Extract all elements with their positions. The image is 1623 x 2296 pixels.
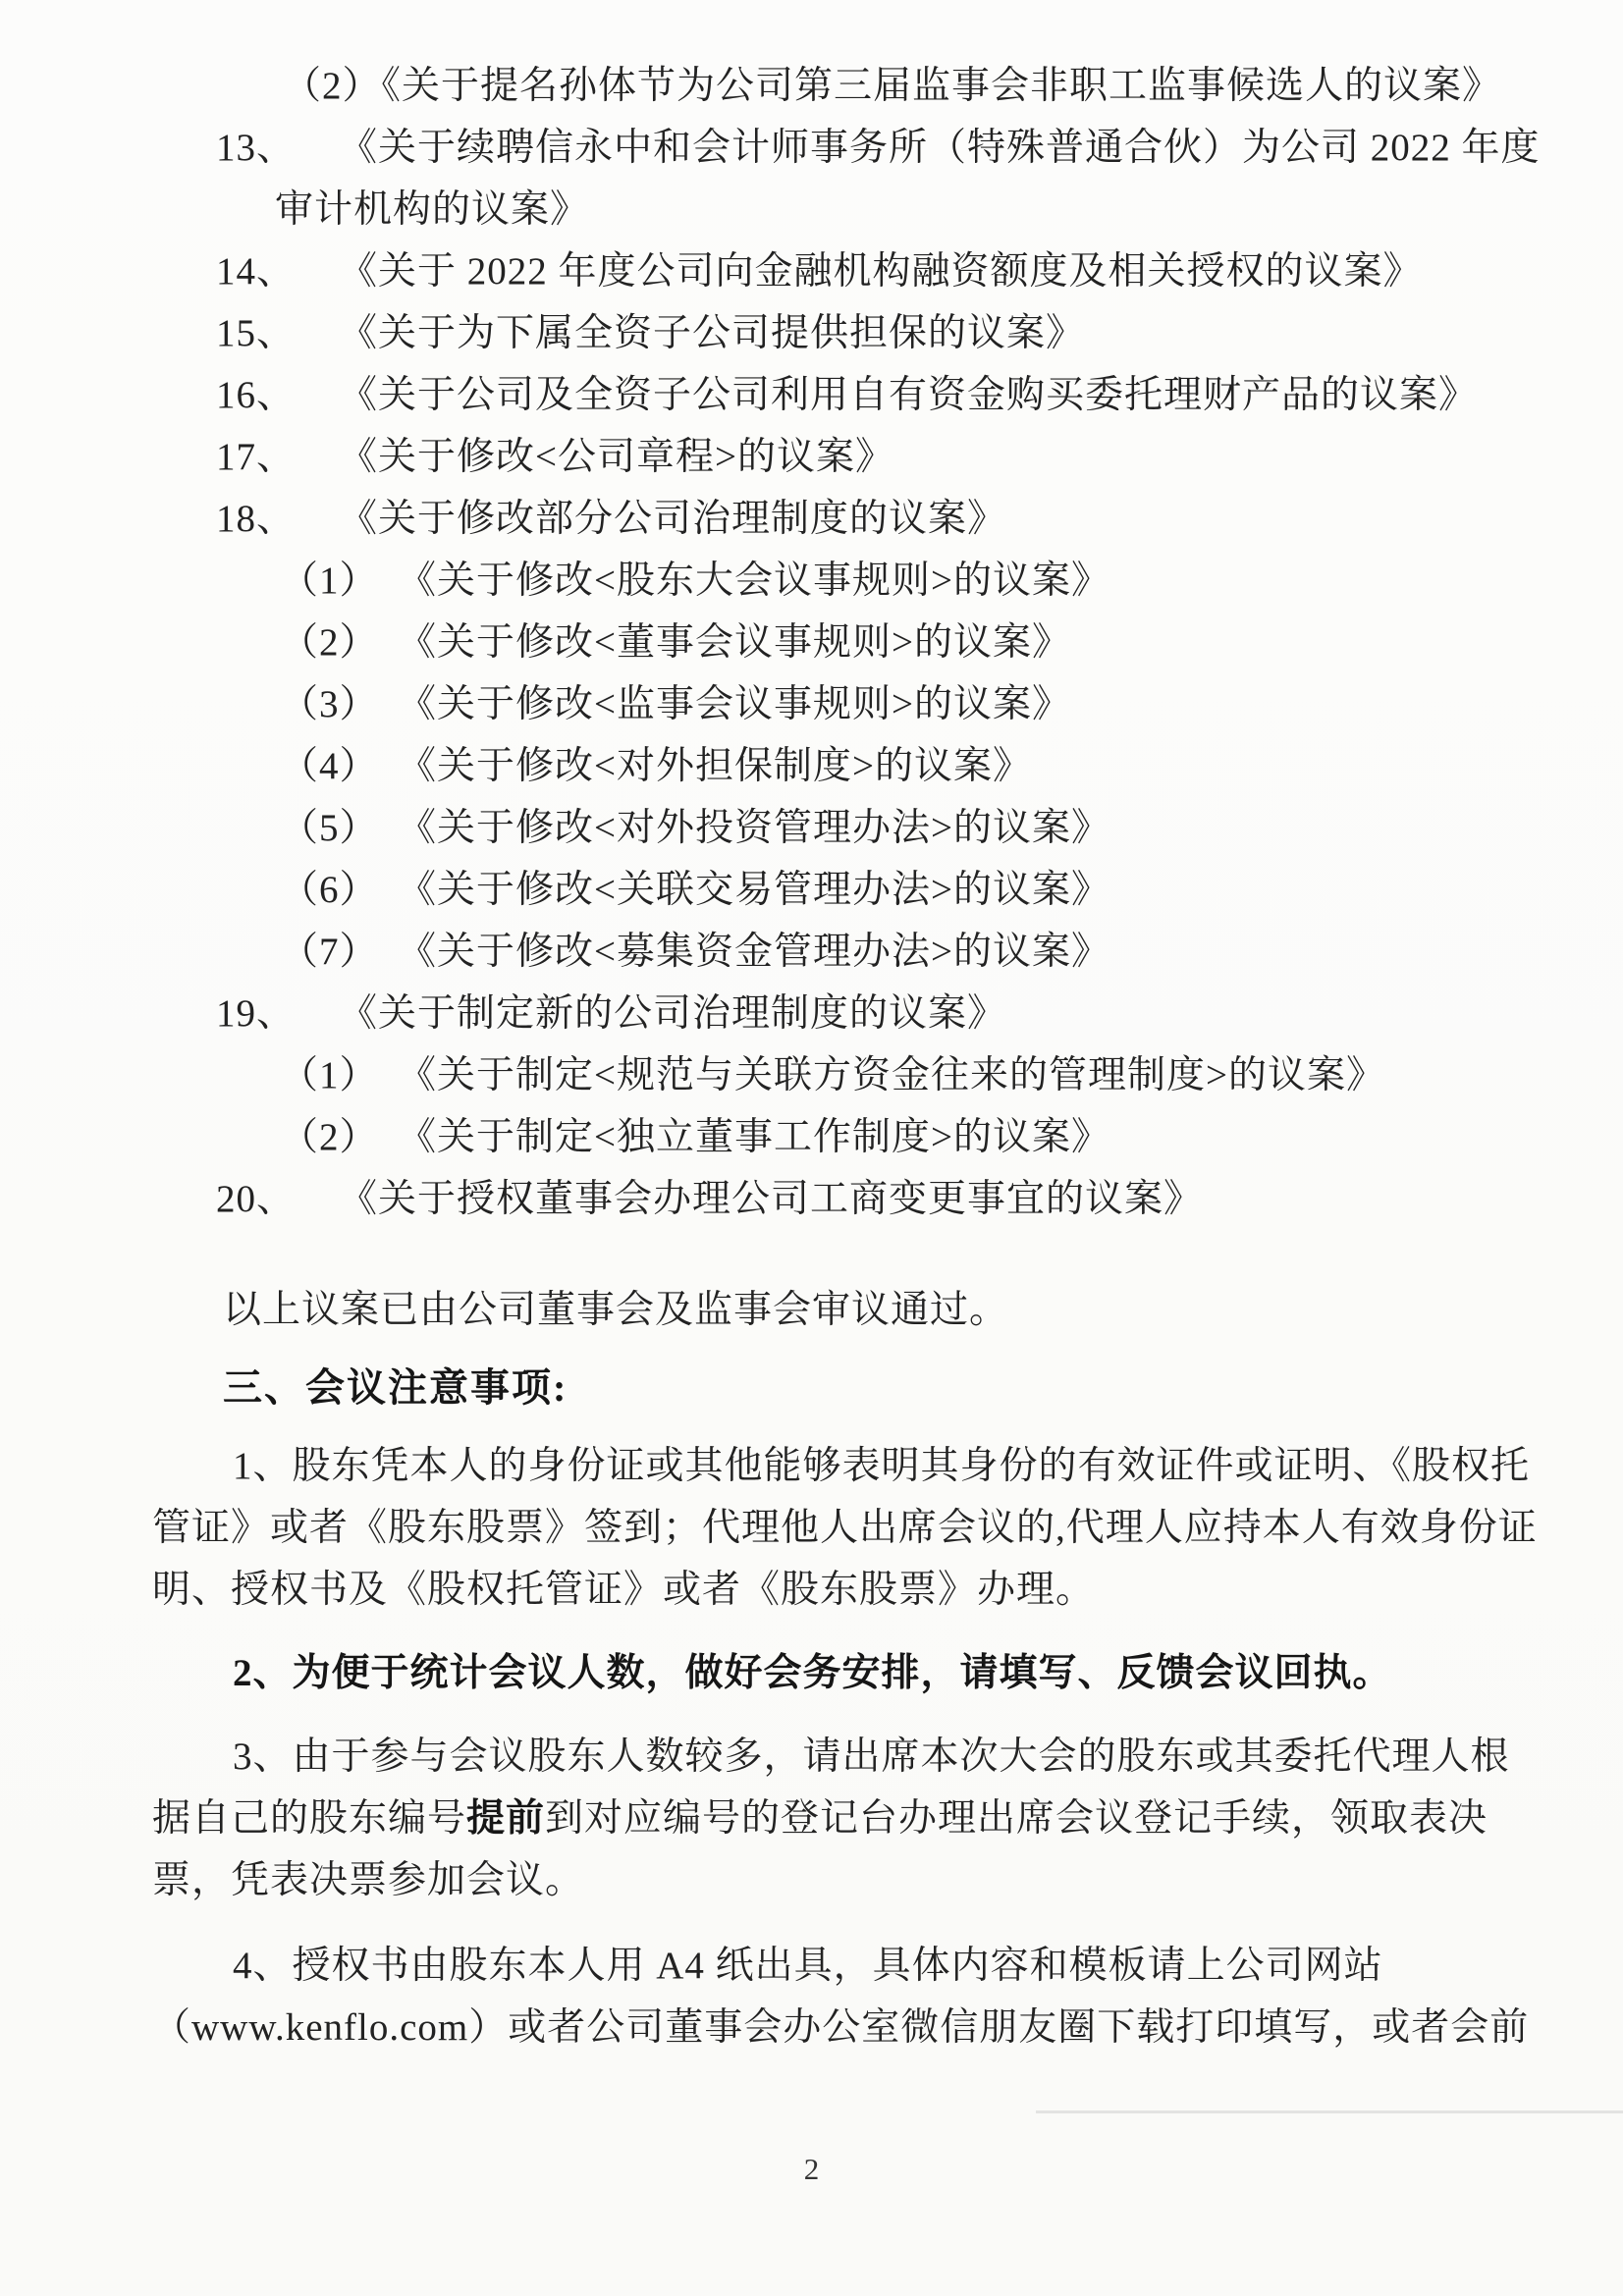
proposal-text: 《关于续聘信永中和会计师事务所（特殊普通合伙）为公司 2022 年度审计机构的议案》 [275, 127, 1541, 231]
proposal-item [280, 859, 1541, 921]
note-paragraph [152, 1726, 1541, 1911]
note-text: 2、为便于统计会议人数，做好会务安排，请填写、反馈会议回执。 [233, 1652, 1392, 1694]
notes-section-heading: 三、会议注意事项: [223, 1365, 568, 1410]
proposal-item [216, 240, 1541, 302]
proposal-number: 17、 [216, 436, 297, 478]
proposal-text: 《关于修改<关联交易管理办法>的议案》 [398, 869, 1110, 911]
proposal-number: （6） [280, 869, 379, 911]
meeting-notes-paragraphs [152, 1435, 1541, 2058]
proposal-text: 《关于提名孙体节为公司第三届监事会非职工监事候选人的议案》 [381, 65, 1502, 107]
proposal-number: （2） [280, 621, 379, 664]
proposal-text: 《关于修改<董事会议事规则>的议案》 [398, 621, 1071, 664]
proposal-number: （3） [280, 683, 379, 725]
note-text: 提前 [466, 1797, 546, 1840]
note-paragraph [152, 1935, 1541, 2058]
proposal-text: 《关于制定新的公司治理制度的议案》 [339, 992, 1007, 1035]
proposal-number: （5） [280, 807, 379, 849]
scan-artifact-line [1036, 2110, 1623, 2113]
proposal-number: 19、 [216, 992, 297, 1035]
proposal-item [280, 673, 1541, 735]
proposal-text: 《关于制定<规范与关联方资金往来的管理制度>的议案》 [398, 1054, 1385, 1096]
proposal-number: （1） [280, 1054, 379, 1096]
document-content [142, 55, 1541, 2058]
proposal-text: 《关于修改<对外担保制度>的议案》 [398, 745, 1032, 787]
proposal-item [283, 55, 1541, 117]
proposal-list [142, 55, 1541, 1230]
meeting-notes [152, 1279, 1541, 2058]
closing-line: 以上议案已由公司董事会及监事会审议通过。 [223, 1289, 1009, 1331]
proposal-number: （1） [280, 560, 379, 602]
note-text: 到对应编号的登记台办理出席会议登记手续，领取表决票，凭表决票参加会议。 [152, 1797, 1488, 1901]
proposal-item [280, 797, 1541, 859]
proposal-item [216, 983, 1541, 1044]
proposal-number: 18、 [216, 498, 297, 540]
proposal-item [216, 426, 1541, 488]
proposal-text: 《关于修改<对外投资管理办法>的议案》 [398, 807, 1110, 849]
proposal-text: 《关于授权董事会办理公司工商变更事宜的议案》 [339, 1178, 1204, 1220]
proposal-number: 14、 [216, 250, 297, 293]
proposal-number: （7） [280, 931, 379, 973]
note-paragraph [152, 1435, 1541, 1621]
proposal-text: 《关于修改<公司章程>的议案》 [339, 436, 894, 478]
proposal-number: 13、 [216, 127, 297, 169]
proposal-text: 《关于 2022 年度公司向金融机构融资额度及相关授权的议案》 [339, 250, 1423, 293]
proposal-item [280, 550, 1541, 612]
proposal-item [280, 735, 1541, 797]
proposal-item [280, 921, 1541, 983]
proposal-text: 《关于修改<监事会议事规则>的议案》 [398, 683, 1071, 725]
proposal-item [216, 1168, 1541, 1230]
proposal-item [216, 364, 1541, 426]
note-paragraph [152, 1642, 1541, 1704]
note-text: 4、授权书由股东本人用 A4 纸出具，具体内容和模板请上公司网站（www.kenflo.com）或者公司董事会办公室微信朋友圈下载打印填写，或者会前 [152, 1945, 1530, 2049]
page-number: 2 [803, 2152, 820, 2186]
proposal-item [216, 117, 1541, 240]
note-text: 1、股东凭本人的身份证或其他能够表明其身份的有效证件或证明、《股权托管证》或者《股东股票》签到；代理他人出席会议的,代理人应持本人有效身份证明、授权书及《股权托管证》或者《股东股票》办理。 [152, 1445, 1538, 1611]
proposal-text: 《关于公司及全资子公司利用自有资金购买委托理财产品的议案》 [339, 374, 1479, 416]
proposal-text: 《关于为下属全资子公司提供担保的议案》 [339, 312, 1086, 354]
proposal-item [216, 302, 1541, 364]
proposal-text: 《关于制定<独立董事工作制度>的议案》 [398, 1116, 1110, 1158]
proposal-number: 15、 [216, 312, 297, 354]
proposal-text: 《关于修改<募集资金管理办法>的议案》 [398, 931, 1110, 973]
proposal-text: 《关于修改部分公司治理制度的议案》 [339, 498, 1007, 540]
proposal-item [280, 1106, 1541, 1168]
proposal-item [280, 612, 1541, 673]
proposal-text: 《关于修改<股东大会议事规则>的议案》 [398, 560, 1110, 602]
note-text: 3、由于参与会议股东人数较多，请出席本次大会的股东或其委托代理人根据自己的股东编号 [152, 1735, 1510, 1840]
proposal-number: 16、 [216, 374, 297, 416]
proposal-number: 20、 [216, 1178, 297, 1220]
proposal-item [216, 488, 1541, 550]
proposal-number: （2） [283, 65, 382, 107]
proposal-number: （4） [280, 745, 379, 787]
proposal-number: （2） [280, 1116, 379, 1158]
proposal-item [280, 1044, 1541, 1106]
